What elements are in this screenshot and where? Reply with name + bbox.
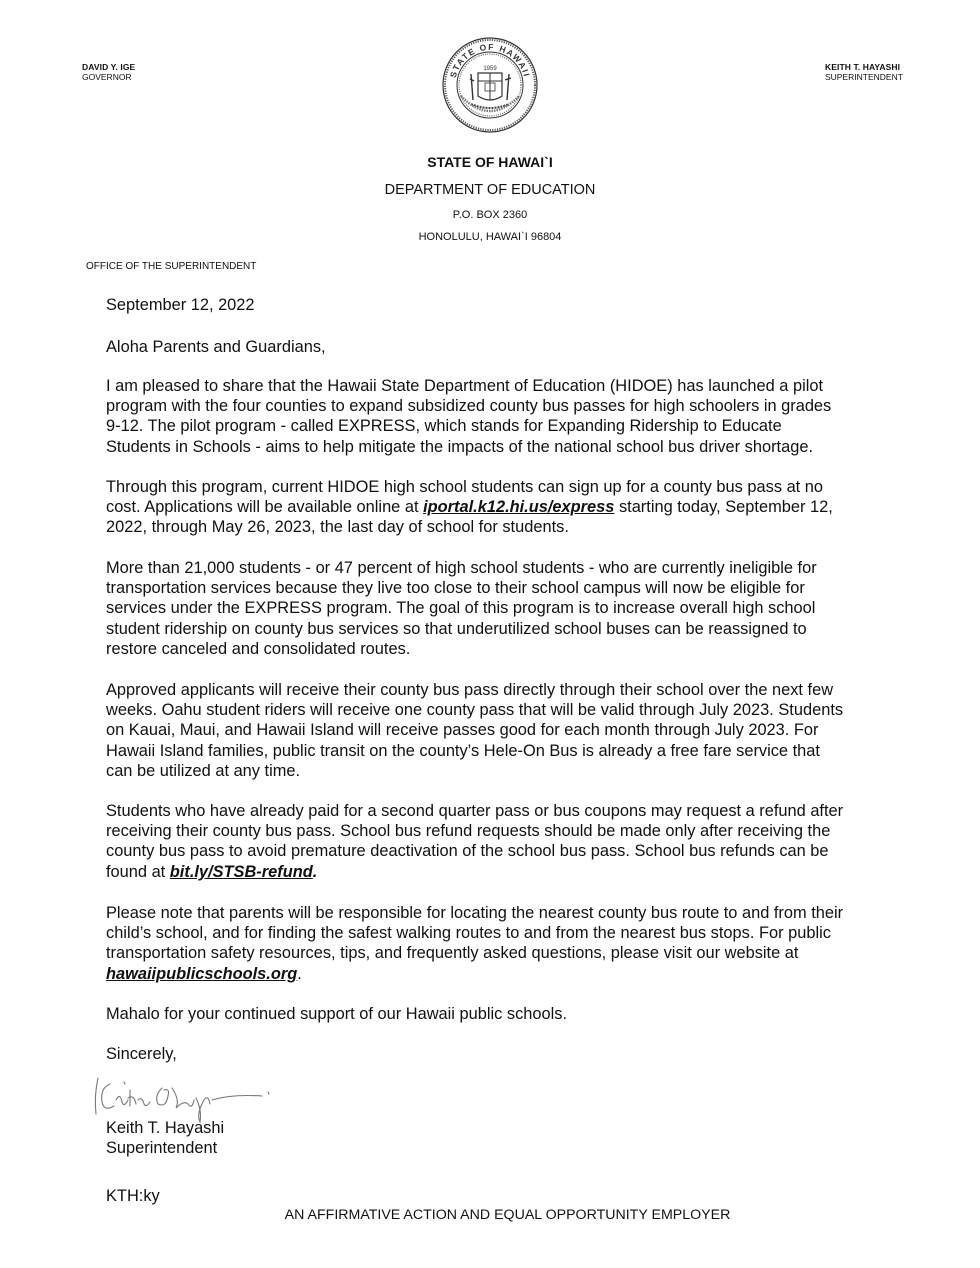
text-line: can be utilized at any time. bbox=[106, 761, 301, 780]
website-link[interactable]: hawaiipublicschools.org bbox=[106, 964, 298, 983]
footer-eeo-statement: AN AFFIRMATIVE ACTION AND EQUAL OPPORTUNITY EMPLOYER bbox=[284, 1207, 731, 1223]
text-line: child’s school, and for finding the safest walking routes to and from the nearest bus stops. For public bbox=[106, 924, 831, 943]
text-line bbox=[106, 862, 926, 882]
text-line: Students in Schools - aims to help mitigate the impacts of the national school bus driver shortage. bbox=[106, 437, 813, 456]
governor-name: DAVID Y. IGE bbox=[82, 62, 136, 72]
text-fragment: found at bbox=[106, 862, 170, 881]
text-line: transportation services because they live too close to their school campus will now be eligible for bbox=[106, 579, 805, 598]
typist-initials: KTH:ky bbox=[106, 1187, 160, 1205]
svg-text:1959: 1959 bbox=[483, 66, 497, 72]
text-line: Hawaii Island families, public transit on the county’s Hele-On Bus is already a free fare service that bbox=[106, 741, 820, 760]
city-address: HONOLULU, HAWAI`I 96804 bbox=[418, 231, 562, 243]
signer-block bbox=[106, 1118, 926, 1158]
paragraph-passes bbox=[106, 680, 926, 781]
state-heading: STATE OF HAWAI`I bbox=[427, 154, 553, 170]
text-line: I am pleased to share that the Hawaii State Department of Education (HIDOE) has launched a pilot bbox=[106, 377, 824, 395]
text-line: receiving their county bus pass. School bus refund requests should be made only after receiving the bbox=[106, 822, 831, 841]
text-line bbox=[106, 497, 926, 517]
state-of-hawaii-seal-icon bbox=[441, 36, 539, 134]
paragraph-mahalo: Mahalo for your continued support of our Hawaii public schools. bbox=[106, 1005, 568, 1023]
paragraph-safety bbox=[106, 903, 926, 984]
paragraph-refunds bbox=[106, 801, 926, 882]
governor-block bbox=[82, 62, 135, 82]
text-line: student ridership on county bus services so that underutilized school buses can be reassigned to bbox=[106, 619, 807, 638]
department-heading: DEPARTMENT OF EDUCATION bbox=[384, 182, 596, 198]
text-line: services under the EXPRESS program. The goal of this program is to increase overall high school bbox=[106, 599, 816, 618]
paragraph-signup bbox=[106, 477, 926, 538]
text-line: restore canceled and consolidated routes. bbox=[106, 639, 411, 658]
text-fragment: cost. Applications will be available online at bbox=[106, 498, 424, 517]
signer-name: Keith T. Hayashi bbox=[106, 1119, 225, 1137]
text-line: Approved applicants will receive their county bus pass directly through their school over the next few bbox=[106, 681, 834, 699]
text-line: Please note that parents will be responsible for locating the nearest county bus route to and from their bbox=[106, 904, 844, 922]
text-line: on Kauai, Maui, and Hawaii Island will receive passes good for each month through July 2023. For bbox=[106, 721, 819, 740]
text-line: Through this program, current HIDOE high school students can sign up for a county bus pass at no bbox=[106, 478, 824, 496]
text-fragment: . bbox=[297, 964, 302, 983]
letter-date: September 12, 2022 bbox=[106, 296, 255, 314]
text-fragment: starting today, September 12, bbox=[614, 498, 833, 517]
closing: Sincerely, bbox=[106, 1045, 177, 1063]
express-application-link[interactable]: iportal.k12.hi.us/express bbox=[423, 498, 615, 517]
text-line: county bus pass to avoid premature deactivation of the school bus pass. School bus refunds can be bbox=[106, 842, 829, 861]
text-line: More than 21,000 students - or 47 percent of high school students - who are currently ineligible for bbox=[106, 559, 817, 577]
text-line: transportation safety resources, tips, and frequently asked questions, please visit our website at bbox=[106, 944, 799, 963]
paragraph-eligibility bbox=[106, 558, 926, 659]
text-line: 2022, through May 26, 2023, the last day of school for students. bbox=[106, 518, 569, 537]
text-line bbox=[106, 964, 926, 984]
text-line: program with the four counties to expand subsidized county bus passes for high schoolers in grades bbox=[106, 397, 832, 416]
superintendent-name: KEITH T. HAYASHI bbox=[825, 62, 901, 72]
refund-link[interactable]: bit.ly/STSB-refund bbox=[169, 862, 313, 881]
text-line: 9-12. The pilot program - called EXPRESS, which stands for Expanding Ridership to Educate bbox=[106, 417, 782, 436]
text-fragment: . bbox=[312, 862, 318, 881]
svg-text:STATE OF HAWAII: STATE OF HAWAII bbox=[447, 41, 533, 79]
governor-title: GOVERNOR bbox=[82, 72, 132, 82]
text-line: Students who have already paid for a second quarter pass or bus coupons may request a refund after bbox=[106, 802, 844, 820]
office-label: OFFICE OF THE SUPERINTENDENT bbox=[86, 261, 257, 272]
po-box: P.O. BOX 2360 bbox=[452, 209, 528, 221]
paragraph-intro bbox=[106, 376, 926, 457]
superintendent-title: SUPERINTENDENT bbox=[825, 72, 903, 82]
greeting: Aloha Parents and Guardians, bbox=[106, 338, 326, 356]
text-line: weeks. Oahu student riders will receive one county pass that will be valid through July 2023. Students bbox=[106, 701, 844, 720]
signer-title: Superintendent bbox=[106, 1139, 218, 1158]
superintendent-block bbox=[825, 62, 903, 82]
